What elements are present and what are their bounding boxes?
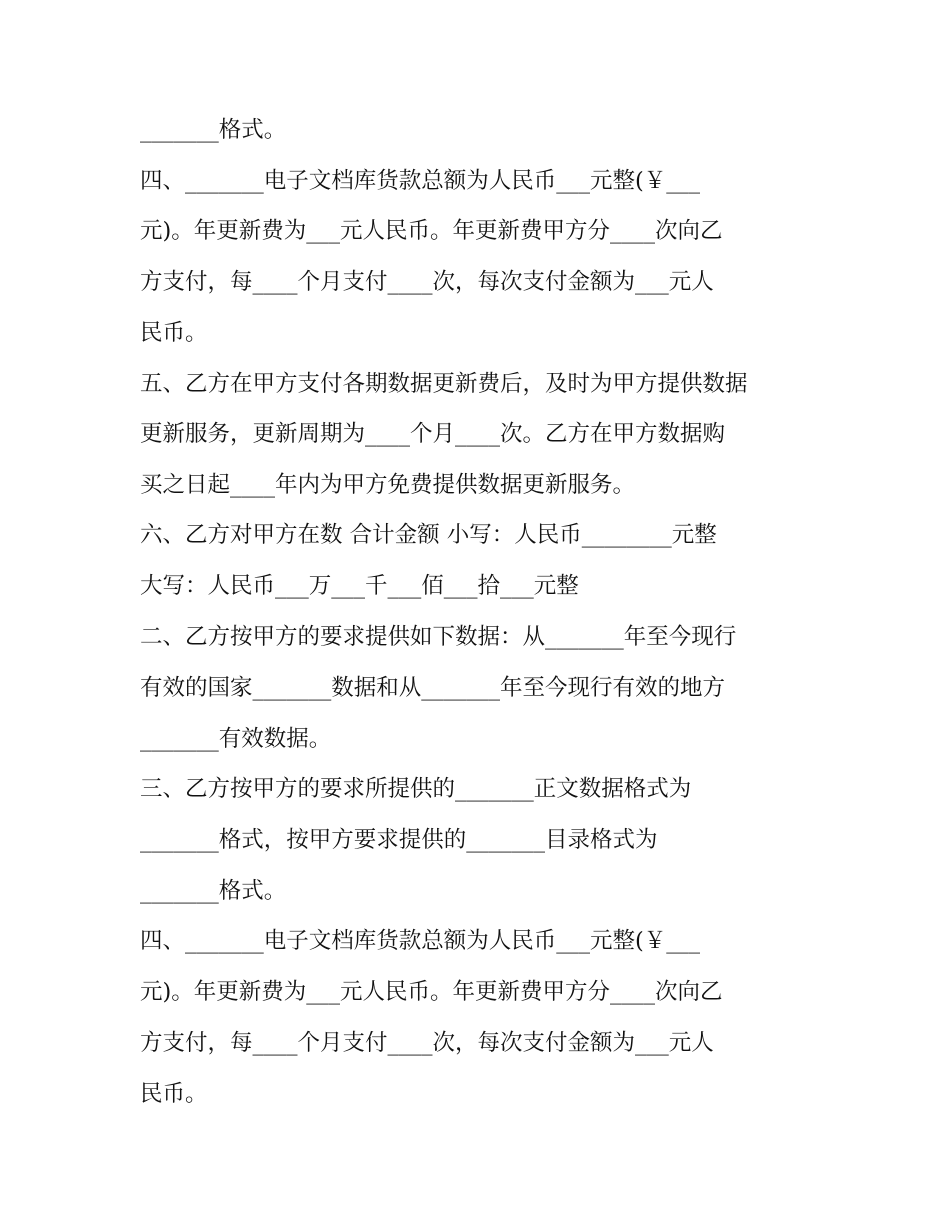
text-line: 元)。年更新费为___元人民币。年更新费甲方分____次向乙 xyxy=(140,218,723,244)
text-line: 买之日起____年内为甲方免费提供数据更新服务。 xyxy=(140,472,636,498)
text-line: 更新服务，更新周期为____个月____次。乙方在甲方数据购 xyxy=(140,421,726,447)
text-line: 方支付，每____个月支付____次，每次支付金额为___元人 xyxy=(140,269,714,295)
text-line: 四、_______电子文档库货款总额为人民币___元整(￥___ xyxy=(140,168,701,194)
text-line: 民币。 xyxy=(140,320,208,346)
text-line: _______格式。 xyxy=(140,117,287,143)
text-line: 方支付，每____个月支付____次，每次支付金额为___元人 xyxy=(140,1030,714,1056)
text-line: 五、乙方在甲方支付各期数据更新费后，及时为甲方提供数据 xyxy=(140,371,748,397)
text-line: _______格式。 xyxy=(140,878,287,904)
text-line: 元)。年更新费为___元人民币。年更新费甲方分____次向乙 xyxy=(140,979,723,1005)
text-line: 二、乙方按甲方的要求提供如下数据：从_______年至今现行 xyxy=(140,624,737,650)
text-line: _______有效数据。 xyxy=(140,726,332,752)
text-line: 四、_______电子文档库货款总额为人民币___元整(￥___ xyxy=(140,928,701,954)
text-line: 民币。 xyxy=(140,1081,208,1107)
text-line: _______格式，按甲方要求提供的_______目录格式为 xyxy=(140,827,658,853)
text-line: 六、乙方对甲方在数 合计金额 小写：人民币________元整 xyxy=(140,522,717,548)
text-line: 有效的国家_______数据和从_______年至今现行有效的地方 xyxy=(140,675,726,701)
text-line: 大写：人民币___万___千___佰___拾___元整 xyxy=(140,573,579,599)
text-line: 三、乙方按甲方的要求所提供的_______正文数据格式为 xyxy=(140,776,692,802)
